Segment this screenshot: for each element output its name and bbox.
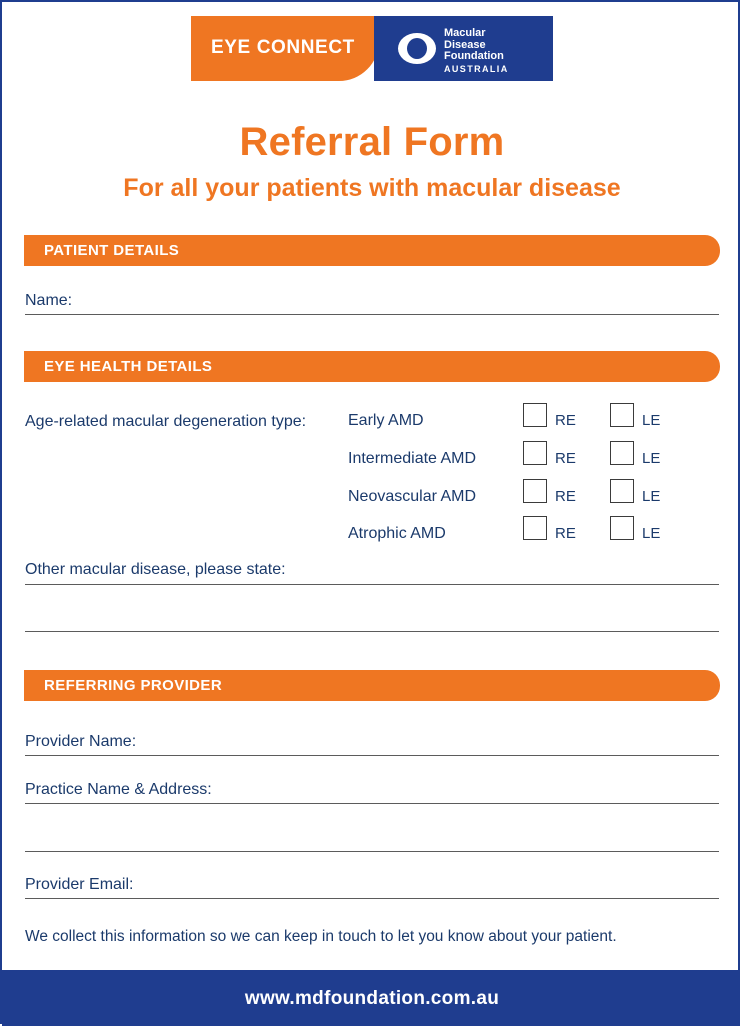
eye-pupil-icon [407, 38, 427, 59]
checkbox-atrophic-amd-re[interactable] [523, 516, 547, 540]
eye-connect-wordmark: EYE CONNECT [211, 37, 355, 58]
section-header-eye-health-details [24, 351, 720, 382]
privacy-note: We collect this information so we can keep in touch to let you know about your patient. [25, 928, 617, 945]
mdf-line-foundation: Foundation [444, 50, 504, 62]
provider-name-input[interactable] [25, 755, 719, 756]
checkbox-intermediate-amd-re[interactable] [523, 441, 547, 465]
amd-type-label: Age-related macular degeneration type: [25, 413, 307, 430]
patient-name-label: Name: [25, 292, 73, 309]
practice-name-address-input[interactable] [25, 803, 719, 804]
section-title-referring-provider: REFERRING PROVIDER [44, 677, 223, 694]
checkbox-neovascular-amd-re[interactable] [523, 479, 547, 503]
amd-row-label-intermediate: Intermediate AMD [348, 450, 477, 467]
other-macular-disease-input[interactable] [25, 584, 719, 585]
section-title-eye-health-details: EYE HEALTH DETAILS [44, 358, 213, 375]
provider-email-label: Provider Email: [25, 876, 134, 893]
mdf-line-disease: Disease [444, 38, 486, 51]
page-subtitle: For all your patients with macular disease [123, 174, 621, 202]
footer-bar [2, 970, 740, 1026]
eye-tag-neovascular-le: LE [642, 488, 661, 505]
eye-tag-intermediate-le: LE [642, 450, 661, 467]
provider-name-label: Provider Name: [25, 733, 137, 750]
checkbox-neovascular-amd-le[interactable] [610, 479, 634, 503]
eye-tag-neovascular-re: RE [555, 488, 576, 505]
practice-name-address-input-line2[interactable] [25, 851, 719, 852]
checkbox-early-amd-re[interactable] [523, 403, 547, 427]
checkbox-early-amd-le[interactable] [610, 403, 634, 427]
section-title-patient-details: PATIENT DETAILS [44, 242, 180, 259]
eye-tag-atrophic-re: RE [555, 525, 576, 542]
section-header-patient-details [24, 235, 720, 266]
amd-row-label-neovascular: Neovascular AMD [348, 488, 477, 505]
patient-name-input[interactable] [25, 314, 719, 315]
section-header-referring-provider [24, 670, 720, 701]
eye-tag-intermediate-re: RE [555, 450, 576, 467]
amd-row-label-early: Early AMD [348, 412, 424, 429]
logo-band [191, 16, 553, 81]
practice-name-address-label: Practice Name & Address: [25, 781, 212, 798]
page-title: Referral Form [239, 120, 505, 164]
eye-tag-early-le: LE [642, 412, 661, 429]
footer-website-link[interactable]: www.mdfoundation.com.au [244, 988, 500, 1009]
mdf-wordmark [444, 28, 509, 75]
other-macular-disease-input-line2[interactable] [25, 631, 719, 632]
checkbox-atrophic-amd-le[interactable] [610, 516, 634, 540]
eye-tag-early-re: RE [555, 412, 576, 429]
provider-email-input[interactable] [25, 898, 719, 899]
mdf-line-macular: Macular [444, 27, 486, 39]
checkbox-intermediate-amd-le[interactable] [610, 441, 634, 465]
mdf-line-australia: AUSTRALIA [444, 63, 509, 74]
amd-row-label-atrophic: Atrophic AMD [348, 525, 446, 542]
eye-tag-atrophic-le: LE [642, 525, 661, 542]
other-macular-disease-label: Other macular disease, please state: [25, 561, 286, 578]
